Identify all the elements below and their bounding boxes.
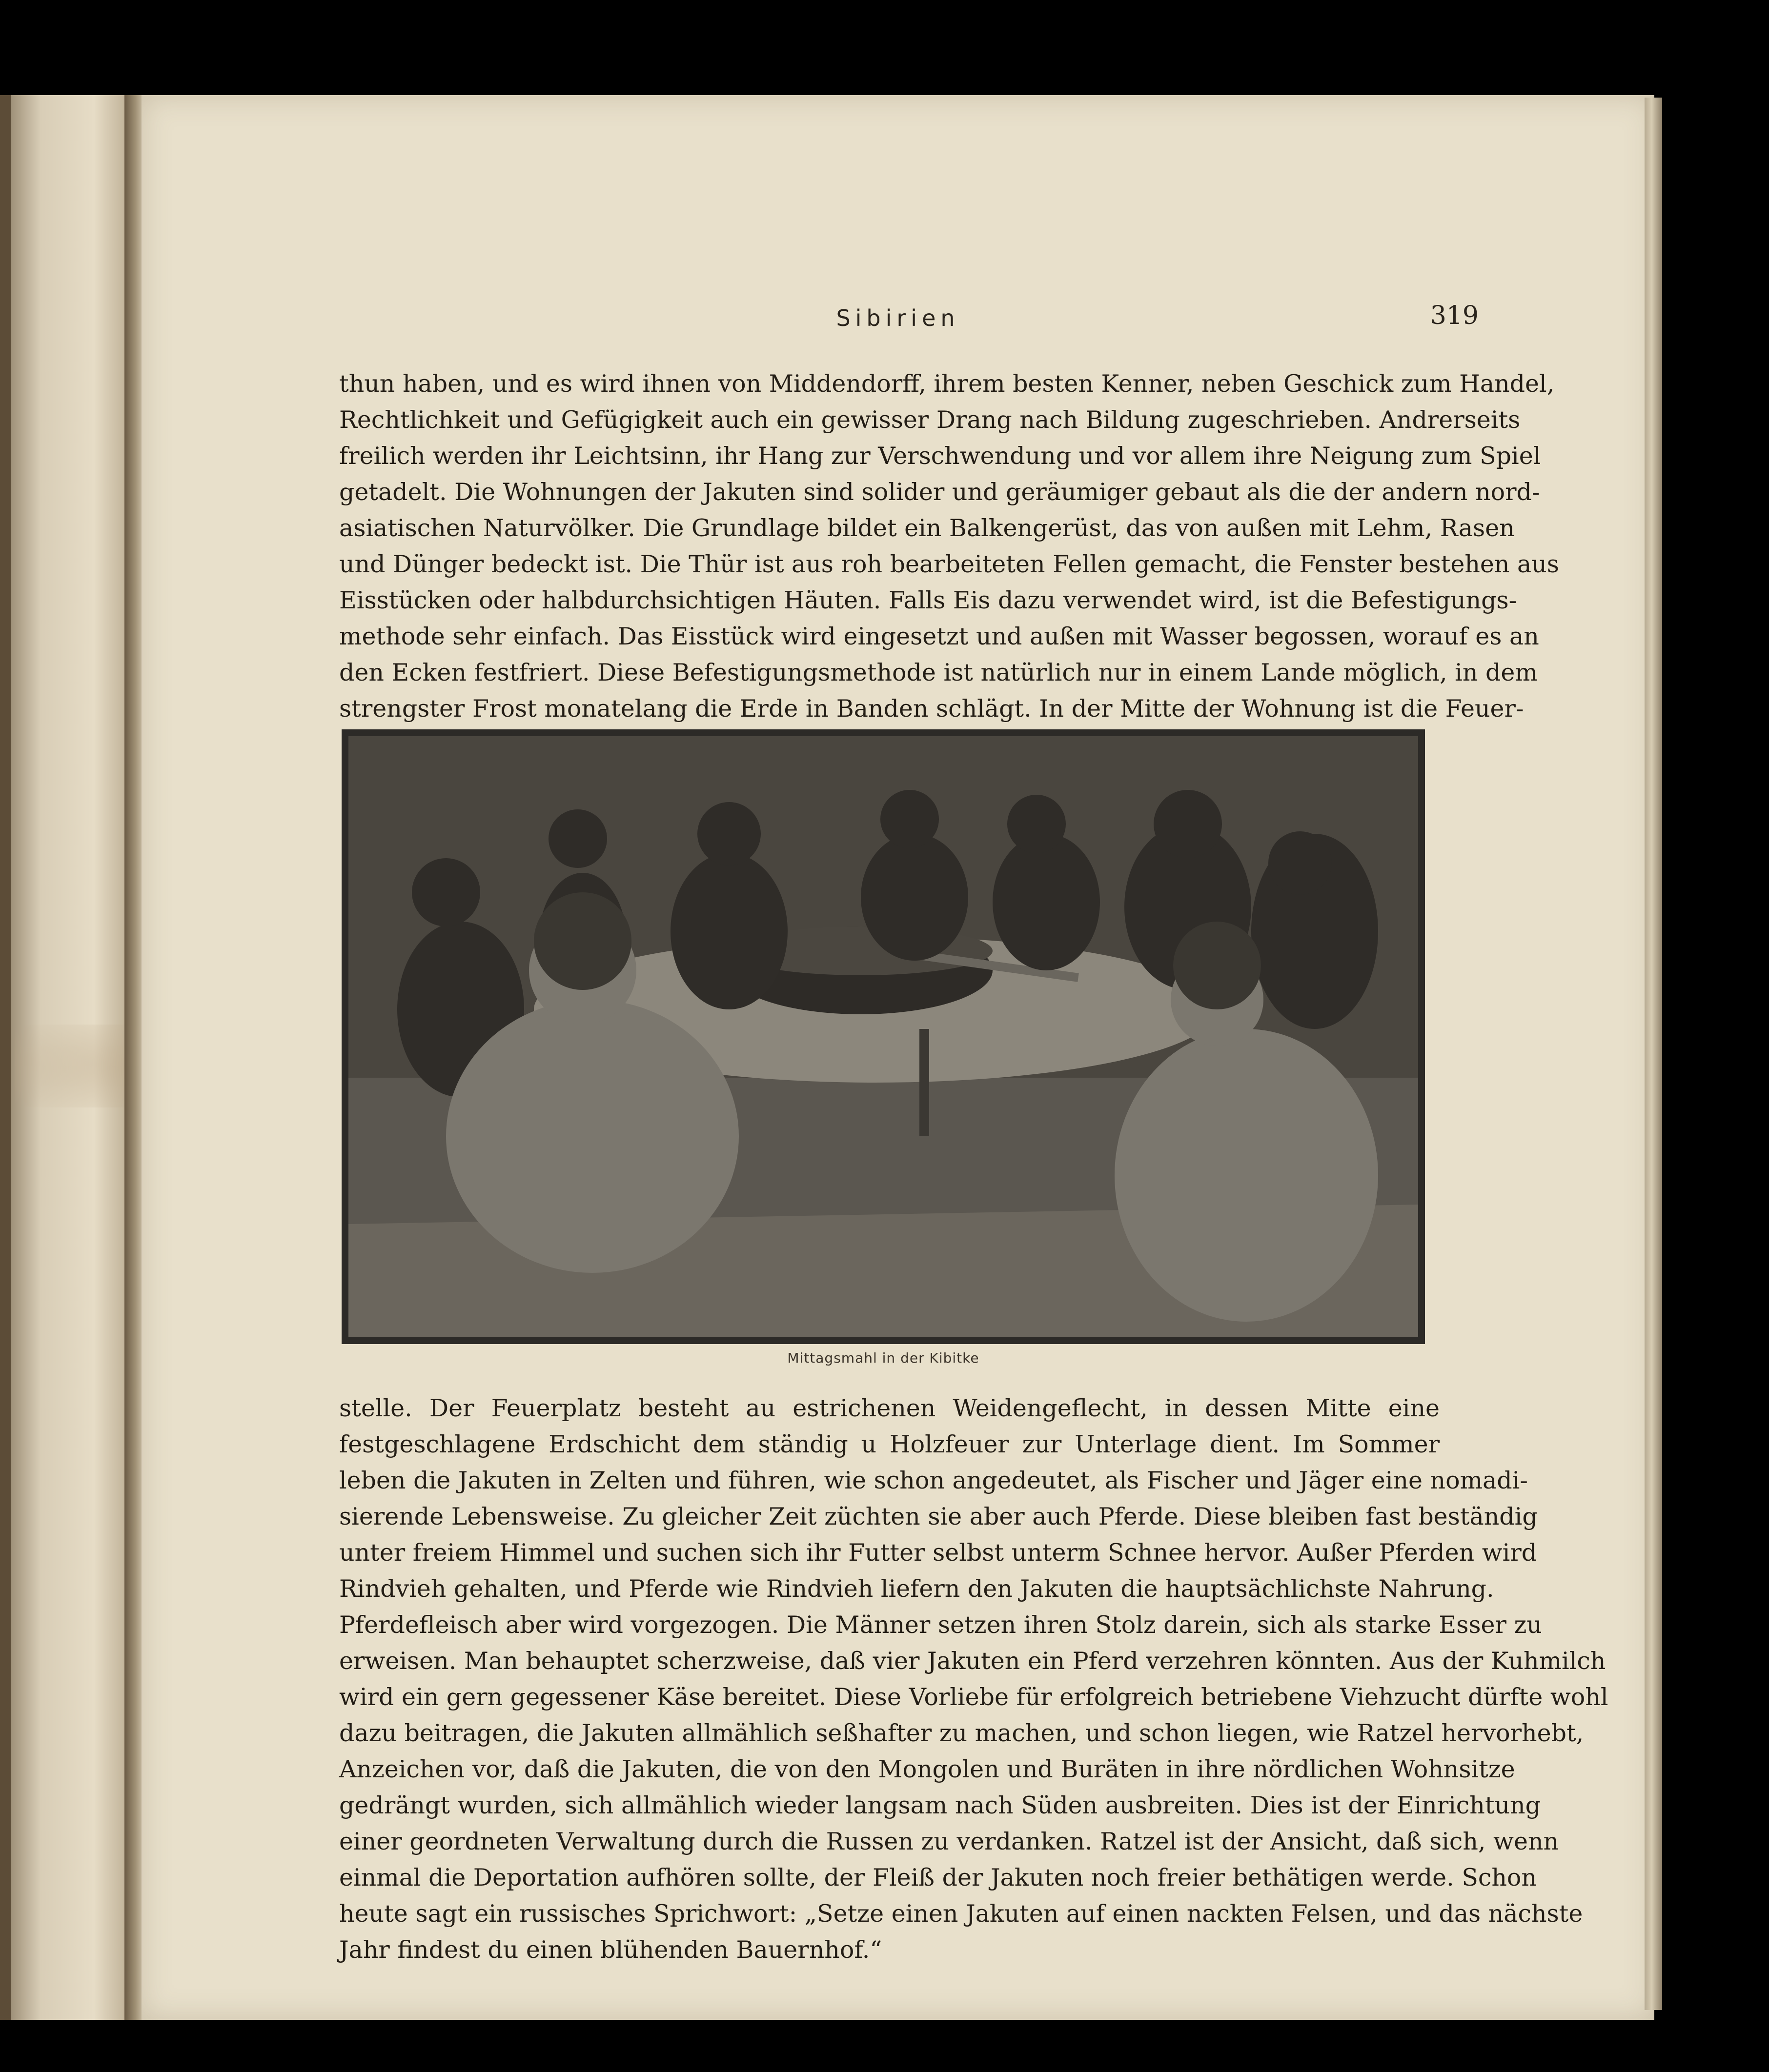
text-line: einmal die Deportation aufhören sollte, der Fleiß der Jakuten noch freier bethätigen werde. Schon	[339, 1864, 1537, 1891]
text-line: leben die Jakuten in Zelten und führen, wie schon angedeutet, als Fischer und Jäger eine nomadi-	[339, 1467, 1528, 1494]
photo-drawing	[348, 736, 1418, 1337]
text-line: asiatischen Naturvölker. Die Grundlage bildet ein Balkengerüst, das von außen mit Lehm, Rasen	[339, 514, 1515, 542]
book-left-edge	[0, 95, 11, 2020]
text-line: sierende Lebensweise. Zu gleicher Zeit züchten sie aber auch Pferde. Diese bleiben fast beständig	[339, 1503, 1538, 1530]
text-line: unter freiem Himmel und suchen sich ihr Futter selbst unterm Schnee hervor. Außer Pferden wird	[339, 1539, 1537, 1567]
text-line: freilich werden ihr Leichtsinn, ihr Hang zur Verschwendung und vor allem ihre Neigung zum Spiel	[339, 442, 1541, 470]
text-line: methode sehr einfach. Das Eisstück wird eingesetzt und außen mit Wasser begossen, worauf es an	[339, 623, 1539, 650]
text-line: Rindvieh gehalten, und Pferde wie Rindvieh liefern den Jakuten die hauptsächlichste Nahrung.	[339, 1575, 1494, 1603]
text-line: thun haben, und es wird ihnen von Middendorff, ihrem besten Kenner, neben Geschick zum Handel,	[339, 370, 1555, 398]
book-gutter	[124, 95, 144, 2020]
book-page	[142, 95, 1654, 2020]
text-line: gedrängt wurden, sich allmählich wieder langsam nach Süden ausbreiten. Dies ist der Einrichtung	[339, 1791, 1541, 1819]
page-number: 319	[1430, 301, 1479, 330]
text-line: Pferdefleisch aber wird vorgezogen. Die Männer setzen ihren Stolz darein, sich als starke Esser zu	[339, 1611, 1542, 1639]
page-header	[142, 301, 1654, 339]
text-line: einer geordneten Verwaltung durch die Russen zu verdanken. Ratzel ist der Ansicht, daß sich, wenn	[339, 1828, 1559, 1855]
text-line: Anzeichen vor, daß die Jakuten, die von den Mongolen und Buräten in ihre nördlichen Wohnsitze	[339, 1755, 1515, 1783]
text-line: stelle. Der Feuerplatz besteht au estrichenen Weidengeflecht, in dessen Mitte eine	[339, 1394, 1440, 1422]
text-line: festgeschlagene Erdschicht dem ständig u Holzfeuer zur Unterlage dient. Im Sommer	[339, 1430, 1440, 1458]
text-line: den Ecken festfriert. Diese Befestigungsmethode ist natürlich nur in einem Lande möglich, in dem	[339, 659, 1538, 686]
photo-illustration	[342, 729, 1425, 1344]
photo-meal-scene	[348, 736, 1418, 1337]
running-head: Sibirien	[836, 305, 960, 331]
figure-caption: Mittagsmahl in der Kibitke	[787, 1350, 979, 1366]
text-line: erweisen. Man behauptet scherzweise, daß vier Jakuten ein Pferd verzehren könnten. Aus der Kuhmilch	[339, 1647, 1606, 1675]
text-line: Jahr findest du einen blühenden Bauernhof.“	[339, 1936, 882, 1964]
text-line: heute sagt ein russisches Sprichwort: „Setze einen Jakuten auf einen nackten Felsen, und das nächste	[339, 1900, 1583, 1928]
page-edge-right	[1645, 98, 1662, 2010]
text-line: und Dünger bedeckt ist. Die Thür ist aus roh bearbeiteten Fellen gemacht, die Fenster bestehen aus	[339, 550, 1559, 578]
text-line: getadelt. Die Wohnungen der Jakuten sind solider und geräumiger gebaut als die der andern nord-	[339, 478, 1540, 506]
text-line: Rechtlichkeit und Gefügigkeit auch ein gewisser Drang nach Bildung zugeschrieben. Andrerseits	[339, 406, 1521, 434]
text-line: strengster Frost monatelang die Erde in Banden schlägt. In der Mitte der Wohnung ist die Feuer-	[339, 695, 1524, 723]
text-line: wird ein gern gegessener Käse bereitet. Diese Vorliebe für erfolgreich betriebene Viehzucht dürfte wohl	[339, 1683, 1608, 1711]
paragraph-bottom	[339, 1390, 1608, 1968]
text-line: Eisstücken oder halbdurchsichtigen Häuten. Falls Eis dazu verwendet wird, ist die Befestigungs-	[339, 586, 1517, 614]
text-line: dazu beitragen, die Jakuten allmählich seßhafter zu machen, und schon liegen, wie Ratzel hervorhebt,	[339, 1719, 1584, 1747]
paragraph-top	[339, 366, 1559, 727]
